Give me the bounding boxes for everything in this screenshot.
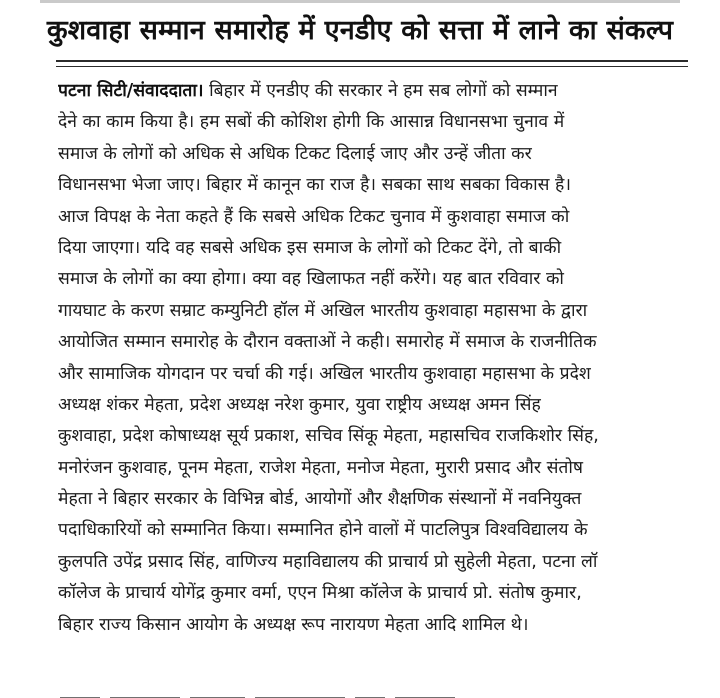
article-line: पदाधिकारियों को सम्मानित किया। सम्मानित होने वालों में पाटलिपुत्र विश्वविद्यालय के — [58, 520, 588, 541]
article-headline: कुशवाहा सम्मान समारोह में एनडीए को सत्ता में लाने का संकल्प — [46, 15, 674, 46]
article-line: मेहता ने बिहार सरकार के विभिन्न बोर्ड, आयोगों और शैक्षणिक संस्थानों में नवनियुक्त — [58, 489, 582, 510]
article-line: समाज के लोगों का क्या होगा। क्या वह खिलाफत नहीं करेंगे। यह बात रविवार को — [58, 269, 564, 290]
article-body — [58, 76, 696, 672]
article-line: कॉलेज के प्राचार्य योगेंद्र कुमार वर्मा, एएन मिश्रा कॉलेज के प्राचार्य प्रो. संतोष कुमार, — [58, 583, 582, 604]
article-line: समाज के लोगों को अधिक से अधिक टिकट दिलाई जाए और उन्हें जीता कर — [58, 143, 532, 164]
article-line — [58, 76, 696, 107]
article-line: मनोरंजन कुशवाह, पूनम मेहता, राजेश मेहता, मनोज मेहता, मुरारी प्रसाद और संतोष — [58, 457, 584, 478]
article-line: गायघाट के करण सम्राट कम्युनिटी हॉल में अखिल भारतीय कुशवाहा महासभा के द्वारा — [58, 300, 588, 321]
article-line-text: बिहार में एनडीए की सरकार ने हम सब लोगों को सम्मान — [203, 81, 558, 101]
article-line: बिहार राज्य किसान आयोग के अध्यक्ष रूप नारायण मेहता आदि शामिल थे। — [58, 614, 529, 635]
article-line: आयोजित सम्मान समारोह के दौरान वक्ताओं ने कही। समारोह में समाज के राजनीतिक — [58, 332, 597, 353]
headline-rule-thin — [56, 66, 688, 67]
next-article-fragment — [60, 688, 680, 698]
article-line: दिया जाएगा। यदि वह सबसे अधिक इस समाज के लोगों को टिकट देंगे, तो बाकी — [58, 237, 562, 258]
article-line: विधानसभा भेजा जाए। बिहार में कानून का राज है। सबका साथ सबका विकास है। — [58, 175, 571, 196]
article-line: कुलपति उपेंद्र प्रसाद सिंह, वाणिज्य महाविद्यालय की प्राचार्य प्रो सुहेली मेहता, पटना लॉ — [58, 551, 598, 572]
article-line: कुशवाहा, प्रदेश कोषाध्यक्ष सूर्य प्रकाश, सचिव सिंकू मेहता, महासचिव राजकिशोर सिंह, — [58, 426, 599, 447]
dateline: पटना सिटी/संवाददाता। — [58, 81, 204, 101]
article-line: आज विपक्ष के नेता कहते हैं कि सबसे अधिक टिकट चुनाव में कुशवाहा समाज को — [58, 206, 570, 227]
article-line — [58, 641, 696, 672]
headline-rule — [56, 60, 688, 62]
previous-article-edge — [40, 0, 680, 3]
article-line: देने का काम किया है। हम सबों की कोशिश होगी कि आसान्न विधानसभा चुनाव में — [58, 112, 565, 133]
article-line: और सामाजिक योगदान पर चर्चा की गई। अखिल भारतीय कुशवाहा महासभा के प्रदेश — [58, 363, 591, 384]
article-line: अध्यक्ष शंकर मेहता, प्रदेश अध्यक्ष नरेश कुमार, युवा राष्ट्रीय अध्यक्ष अमन सिंह — [58, 394, 541, 415]
